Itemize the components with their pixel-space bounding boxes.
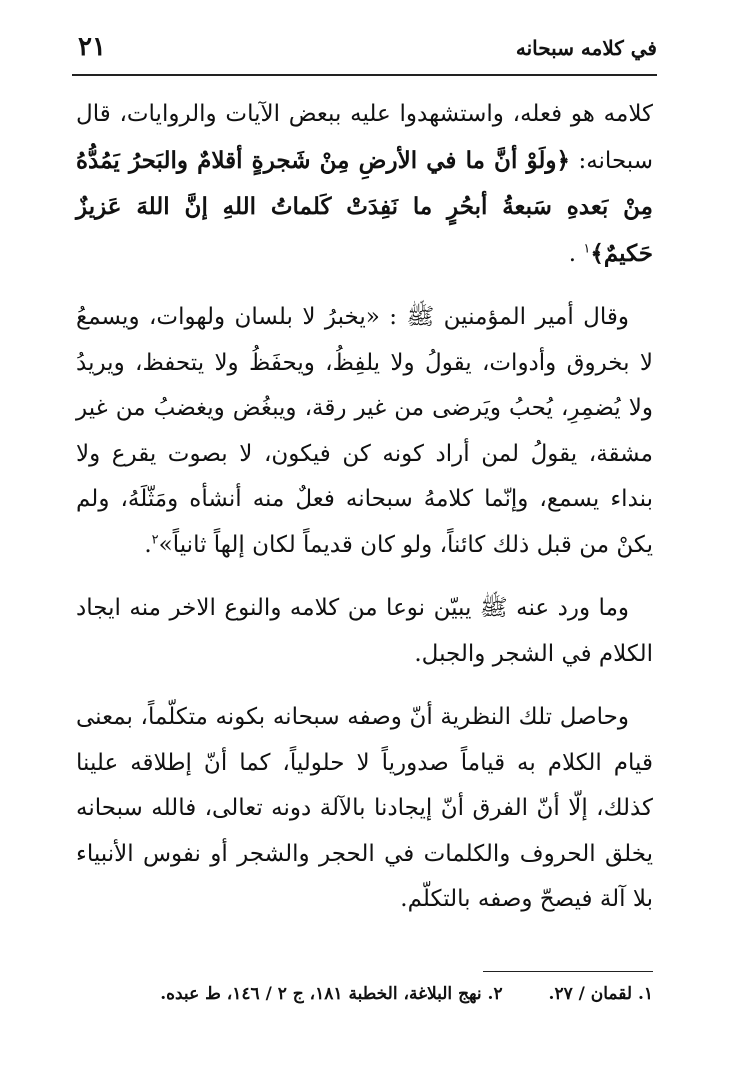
- paragraph-text: وحاصل تلك النظرية أنّ وصفه سبحانه بكونه متكلّماً، بمعنى قيام الكلام به قياماً صدورياً لا حلولياً، كما أنّ إطلاقه علينا كذلك، إلّا أنّ الفرق أنّ إيجادنا بالآلة دونه تعالى، فالله سبحانه يخلق الحروف والكلمات في الحجر والشجر أو نفوس الأنبياء بلا آلة فيصحّ وصفه بالتكلّم.: [76, 704, 653, 912]
- running-title: في كلامه سبحانه: [515, 36, 657, 60]
- paragraph-text-end: .: [568, 240, 584, 267]
- body-text: [76, 92, 653, 941]
- footnote-marker: ٢: [151, 531, 159, 547]
- footnotes: [100, 984, 653, 1004]
- quran-verse: ﴿ولَوْ أنَّ ما في الأرضِ مِنْ شَجرةٍ أقلامٌ والبَحرُ يَمُدُّهُ مِنْ بَعدهِ سَبعةُ أبحُرٍ ما نَفِدَتْ كَلماتُ اللهِ إنَّ اللهَ عَزيزٌ حَكيمٌ﴾: [76, 146, 653, 267]
- footnote-2: ٢. نهج البلاغة، الخطبة ١٨١، ج ٢ / ١٤٦، ط عبده.: [160, 984, 503, 1004]
- paragraph-text: وقال أمير المؤمنين ﷺ : «يخبرُ لا بلسان ولهوات، ويسمعُ لا بخروق وأدوات، يقولُ ولا يلفِظُ، ويحفَظُ ولا يتحفظ، ويريدُ ولا يُضمِرِ، يُحبُ ويَرضى من غير رقة، ويبغُض ويغضبُ من غير مشقة، يقولُ لمن أراد كونه كن فيكون، لا بصوت يقرع ولا بنداء يسمع، وإنّما كلامهُ سبحانه فعلٌ منه أنشأه ومَثّلَهُ، ولم يكنْ من قبل ذلك كائناً، ولو كان قديماً لكان إلهاً ثانياً»: [76, 304, 653, 558]
- paragraph-4: [76, 695, 653, 923]
- paragraph-text: وما ورد عنه ﷺ يبيّن نوعا من كلامه والنوع الاخر منه ايجاد الكلام في الشجر والجبل.: [76, 595, 653, 667]
- page-number: ٢١: [78, 32, 106, 62]
- paragraph-text-end: .: [144, 531, 152, 558]
- page-header: [72, 22, 657, 76]
- paragraph-3: [76, 586, 653, 677]
- paragraph-1: [76, 92, 653, 277]
- footnote-marker: ١: [583, 240, 591, 256]
- paragraph-text: كلامه هو فعله، واستشهدوا عليه ببعض الآيات والروايات، قال سبحانه:: [76, 101, 653, 174]
- footnote-divider: [483, 971, 653, 972]
- footnote-1: ١. لقمان / ٢٧.: [548, 984, 653, 1004]
- paragraph-2: [76, 295, 653, 568]
